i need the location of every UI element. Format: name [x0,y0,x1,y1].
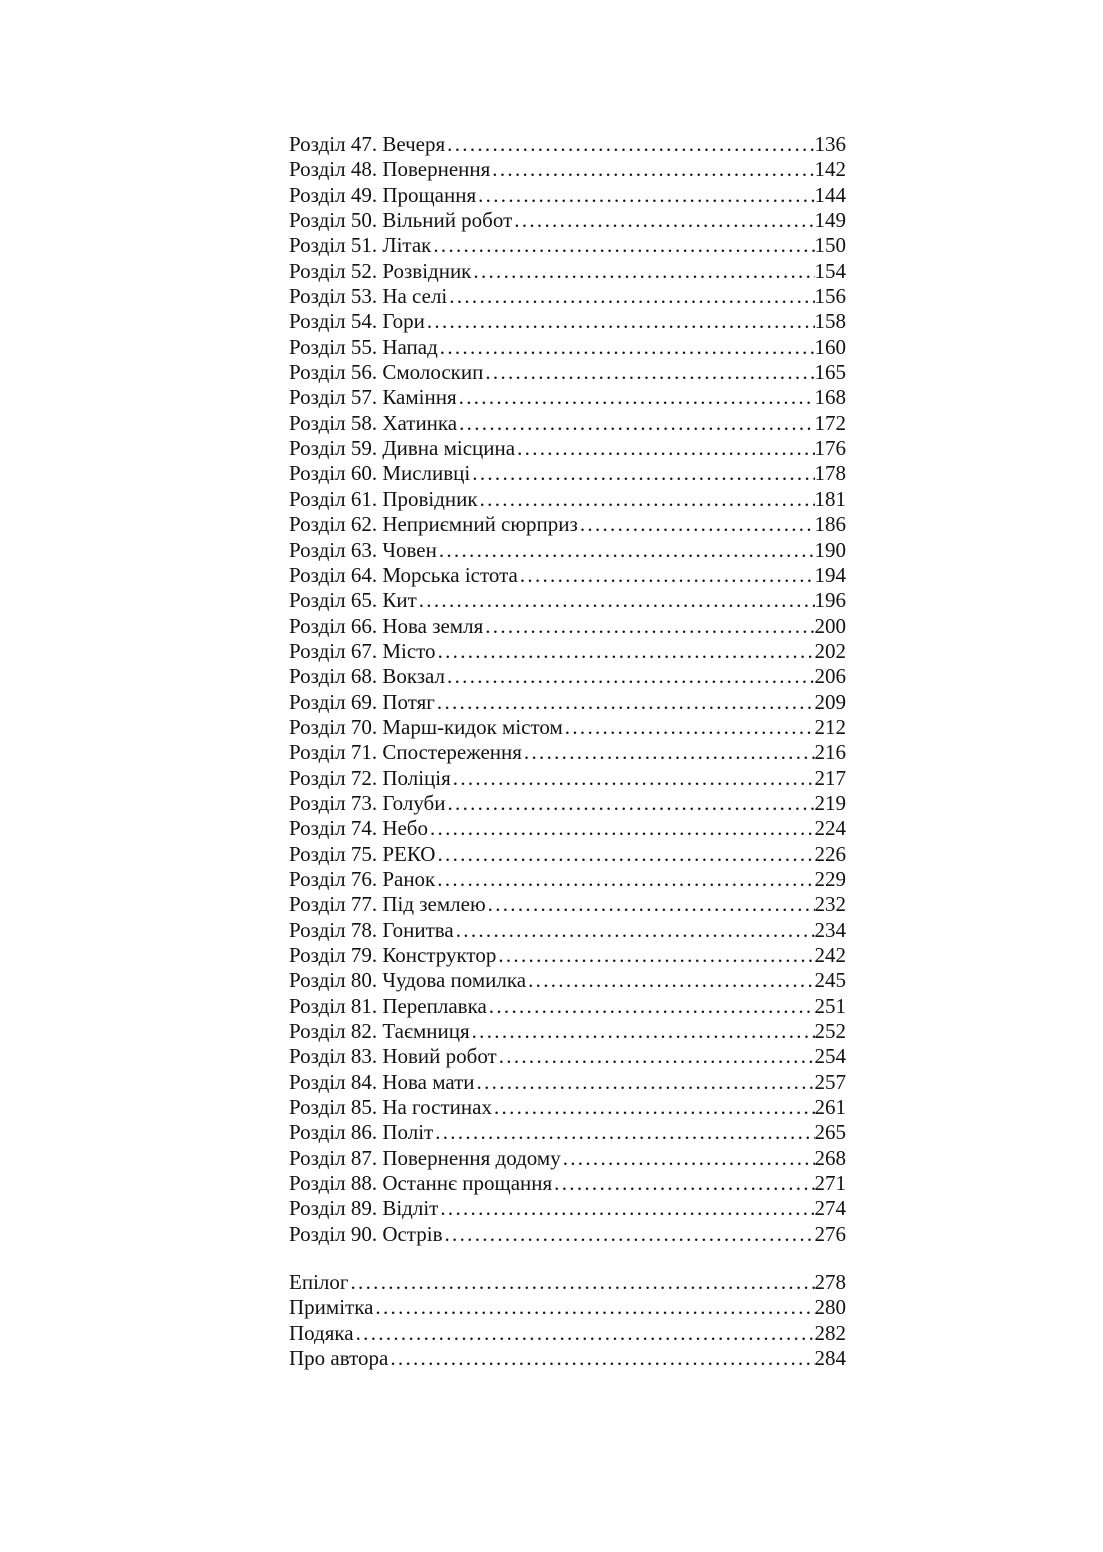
toc-entry-label: Розділ 53. На селі [289,284,448,309]
toc-entry-label: Розділ 55. Напад [289,334,438,359]
toc-entry-page: 144 [814,182,846,207]
toc-entry-page: 165 [814,360,846,385]
toc-dot-leader [349,1270,815,1295]
toc-entry-page: 176 [814,436,846,461]
toc-entry-page: 154 [814,258,846,283]
toc-dot-leader [354,1321,815,1346]
toc-entry [289,360,846,385]
toc-entry-label: Розділ 78. Гонитва [289,917,454,942]
toc-entry [289,284,846,309]
toc-entry-page: 181 [814,486,846,511]
toc-entry-page: 261 [814,1095,846,1120]
toc-entry [289,943,846,968]
toc-entry [289,233,846,258]
toc-entry-page: 206 [814,664,846,689]
toc-entry-label: Розділ 89. Відліт [289,1196,439,1221]
toc-entry-label: Розділ 52. Розвідник [289,258,472,283]
toc-entry-label: Розділ 75. РЕКО [289,841,436,866]
toc-entry-label: Розділ 79. Конструктор [289,943,497,967]
toc-entry-label: Розділ 72. Поліція [289,765,451,790]
toc-entry-page: 202 [814,638,846,663]
toc-entry-page: 282 [814,1320,846,1345]
toc-entry-label: Розділ 56. Смолоскип [289,360,484,385]
toc-entry [289,1321,846,1346]
toc-entry-label: Розділ 51. Літак [289,233,432,258]
toc-entry [289,183,846,208]
toc-dot-leader [476,183,814,208]
toc-entry [289,309,846,334]
toc-dot-leader [445,791,814,816]
toc-dot-leader [578,512,815,537]
toc-entry-page: 254 [814,1044,846,1069]
toc-dot-leader [417,588,815,613]
toc-dot-leader [425,309,815,334]
toc-entry-label: Розділ 48. Повернення [289,157,491,182]
toc-entry [289,994,846,1019]
toc-entry-label: Розділ 80. Чудова помилка [289,968,527,993]
toc-dot-leader [490,157,814,182]
toc-entry [289,563,846,588]
toc-entry-page: 160 [814,334,846,359]
toc-entry-label: Розділ 70. Марш-кидок містом [289,714,563,739]
toc-entry-label: Розділ 58. Хатинка [289,410,458,435]
toc-entry-page: 136 [814,132,846,156]
toc-entry-label: Розділ 57. Каміння [289,385,457,410]
toc-dot-leader [515,436,814,461]
toc-dot-leader [561,1146,815,1171]
toc-entry [289,690,846,715]
toc-entry [289,892,846,917]
toc-dot-leader [457,385,815,410]
toc-dot-leader [471,259,814,284]
toc-entry-page: 284 [814,1346,846,1371]
toc-dot-leader [486,892,815,917]
toc-dot-leader [436,639,815,664]
toc-entry [289,132,846,157]
toc-dot-leader [457,411,814,436]
toc-entry [289,335,846,360]
toc-dot-leader [431,233,814,258]
toc-entry [289,461,846,486]
toc-entry-page: 224 [814,816,846,841]
toc-entry-label: Розділ 74. Небо [289,816,428,841]
toc-entry-page: 271 [814,1171,846,1196]
toc-dot-leader [443,1222,815,1247]
toc-entry-page: 212 [814,714,846,739]
toc-entry-label: Розділ 73. Голуби [289,790,446,815]
toc-entry-page: 194 [814,562,846,587]
toc-entry-page: 150 [814,233,846,258]
toc-entry-page: 158 [814,309,846,334]
toc-entry [289,842,846,867]
toc-entry-label: Розділ 87. Повернення додому [289,1145,561,1170]
toc-dot-leader [552,1171,814,1196]
toc-dot-leader [435,690,815,715]
toc-entry-page: 156 [814,284,846,309]
toc-dot-leader [433,1120,814,1145]
toc-entry-label: Подяка [289,1320,354,1345]
toc-dot-leader [526,968,814,993]
toc-entry-label: Розділ 62. Неприємний сюрприз [289,512,578,537]
toc-dot-leader [438,335,815,360]
toc-entry [289,208,846,233]
toc-entry [289,1070,846,1095]
toc-entry-label: Розділ 88. Останнє прощання [289,1171,553,1196]
toc-entry-label: Розділ 82. Таємниця [289,1019,470,1044]
toc-entry-page: 278 [814,1270,846,1295]
toc-entry [289,1295,846,1320]
toc-dot-leader [475,1070,815,1095]
toc-entry [289,1095,846,1120]
toc-entry-page: 190 [814,537,846,562]
toc-entry-page: 229 [814,866,846,891]
toc-entry-label: Розділ 50. Вільний робот [289,208,513,233]
toc-entry-label: Розділ 69. Потяг [289,689,435,714]
toc-dot-leader [512,208,814,233]
toc-dot-leader [451,766,815,791]
toc-entry-label: Розділ 64. Морська істота [289,562,518,587]
table-of-contents [289,132,846,1372]
toc-entry-page: 186 [814,512,846,537]
toc-backmatter-list [289,1270,846,1371]
toc-entry-page: 232 [814,892,846,917]
toc-entry [289,411,846,436]
toc-entry-page: 172 [814,410,846,435]
toc-entry [289,740,846,765]
toc-entry [289,512,846,537]
toc-entry-page: 257 [814,1069,846,1094]
toc-dot-leader [522,740,815,765]
toc-entry-label: Розділ 67. Місто [289,638,436,663]
toc-chapter-list [289,132,846,1247]
toc-entry-page: 251 [814,993,846,1018]
toc-dot-leader [435,842,814,867]
toc-entry-label: Розділ 77. Під землею [289,892,486,917]
toc-entry [289,1346,846,1371]
toc-dot-leader [428,816,815,841]
toc-entry-label: Розділ 84. Нова мати [289,1069,475,1094]
toc-entry-label: Розділ 76. Ранок [289,866,436,891]
toc-entry-page: 200 [814,613,846,638]
toc-dot-leader [492,1095,815,1120]
toc-entry-label: Розділ 85. На гостинах [289,1095,492,1120]
toc-entry-page: 216 [814,740,846,765]
toc-entry [289,1044,846,1069]
toc-dot-leader [447,284,814,309]
toc-entry [289,1196,846,1221]
toc-entry-label: Розділ 90. Острів [289,1221,443,1246]
toc-entry [289,715,846,740]
toc-entry [289,1270,846,1295]
toc-entry-label: Епілог [289,1270,349,1295]
toc-entry [289,1222,846,1247]
toc-dot-leader [435,867,814,892]
toc-entry [289,588,846,613]
toc-entry [289,1019,846,1044]
toc-entry-page: 276 [814,1221,846,1246]
toc-entry-page: 226 [814,841,846,866]
toc-dot-leader [483,614,814,639]
toc-entry-page: 168 [814,385,846,410]
toc-entry-label: Примітка [289,1295,374,1320]
toc-dot-leader [518,563,815,588]
toc-entry [289,538,846,563]
toc-entry-page: 219 [814,790,846,815]
toc-entry-label: Розділ 65. Кит [289,588,417,613]
toc-entry [289,968,846,993]
toc-entry-label: Розділ 60. Мисливці [289,461,471,486]
toc-entry-page: 268 [814,1145,846,1170]
toc-entry-label: Розділ 47. Вечеря [289,132,446,156]
toc-entry [289,1146,846,1171]
toc-dot-leader [445,664,814,689]
toc-entry [289,918,846,943]
toc-entry-page: 142 [814,157,846,182]
toc-entry [289,1171,846,1196]
toc-entry-page: 209 [814,689,846,714]
toc-dot-leader [373,1295,814,1320]
toc-dot-leader [388,1346,814,1371]
toc-dot-leader [496,943,814,968]
toc-dot-leader [454,918,815,943]
toc-entry-page: 149 [814,208,846,233]
toc-dot-leader [563,715,815,740]
toc-entry-page: 242 [814,943,846,967]
toc-entry-page: 265 [814,1120,846,1145]
toc-entry [289,766,846,791]
toc-entry-page: 252 [814,1019,846,1044]
toc-entry [289,259,846,284]
toc-dot-leader [478,487,815,512]
toc-dot-leader [445,132,814,157]
toc-entry [289,867,846,892]
toc-entry-page: 234 [814,917,846,942]
toc-entry [289,791,846,816]
toc-dot-leader [487,994,815,1019]
toc-entry [289,1120,846,1145]
toc-entry-page: 274 [814,1196,846,1221]
toc-dot-leader [483,360,814,385]
toc-entry [289,385,846,410]
toc-entry-label: Розділ 49. Прощання [289,182,477,207]
toc-entry-label: Розділ 83. Новий робот [289,1044,497,1069]
toc-entry-label: Розділ 54. Гори [289,309,425,334]
toc-entry-page: 196 [814,588,846,613]
toc-entry-page: 280 [814,1295,846,1320]
toc-entry-label: Розділ 61. Провідник [289,486,478,511]
toc-entry [289,157,846,182]
toc-entry-label: Розділ 81. Переплавка [289,993,487,1018]
toc-entry [289,664,846,689]
toc-entry-label: Розділ 63. Човен [289,537,437,562]
toc-entry-label: Розділ 59. Дивна місцина [289,436,516,461]
toc-entry [289,614,846,639]
toc-entry-label: Розділ 68. Вокзал [289,664,446,689]
toc-entry-page: 178 [814,461,846,486]
toc-entry [289,639,846,664]
toc-entry [289,436,846,461]
toc-entry-label: Розділ 66. Нова земля [289,613,484,638]
toc-dot-leader [438,1196,814,1221]
toc-entry-label: Про автора [289,1346,389,1371]
toc-dot-leader [437,538,815,563]
toc-dot-leader [470,1019,815,1044]
toc-entry-label: Розділ 86. Політ [289,1120,434,1145]
toc-dot-leader [470,461,814,486]
toc-entry [289,816,846,841]
toc-entry-page: 245 [814,968,846,993]
toc-entry-page: 217 [814,765,846,790]
toc-dot-leader [497,1044,815,1069]
toc-entry [289,487,846,512]
toc-entry-label: Розділ 71. Спостереження [289,740,522,765]
